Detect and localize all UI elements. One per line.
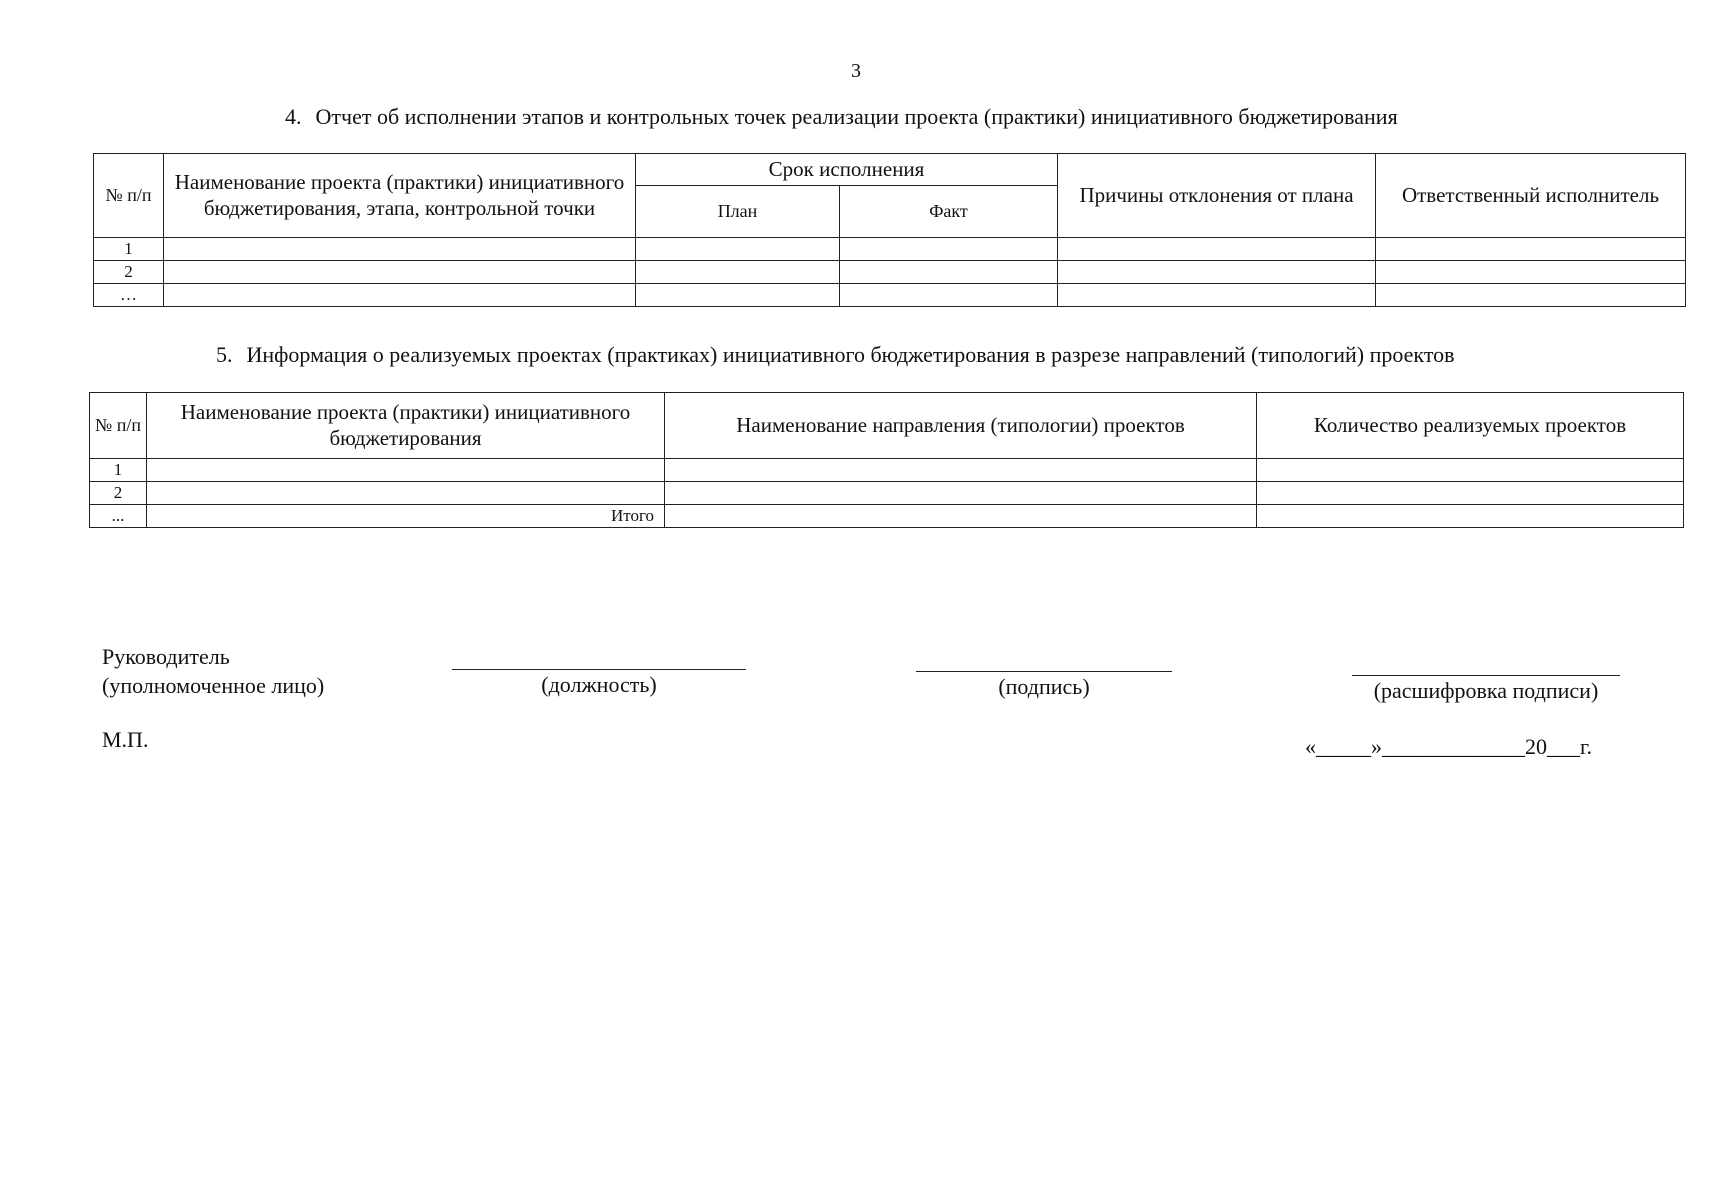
cell-empty — [147, 482, 665, 505]
section-4-number: 4. — [285, 104, 302, 129]
header-direction: Наименование направления (типологии) проектов — [665, 393, 1257, 459]
cell-empty — [1058, 261, 1376, 284]
header-project-name: Наименование проекта (практики) инициативного бюджетирования — [147, 393, 665, 459]
cell-empty — [147, 459, 665, 482]
cell-empty — [636, 284, 840, 307]
head-label — [102, 642, 324, 700]
table-row — [94, 238, 1686, 261]
cell-empty — [665, 505, 1257, 528]
position-caption: (должность) — [541, 672, 657, 697]
header-fact: Факт — [840, 186, 1058, 238]
cell-empty — [1058, 238, 1376, 261]
section-5-title-text: Информация о реализуемых проектах (практиках) инициативного бюджетирования в разрезе направлений (типологий) проектов — [246, 342, 1455, 367]
cell-empty — [665, 482, 1257, 505]
table-row — [90, 459, 1684, 482]
cell-empty — [1376, 238, 1686, 261]
cell-empty — [1257, 505, 1684, 528]
table-row — [94, 261, 1686, 284]
header-count: Количество реализуемых проектов — [1257, 393, 1684, 459]
header-deadline: Срок исполнения — [636, 154, 1058, 186]
row-number: ... — [90, 505, 147, 528]
stages-report-table — [93, 153, 1686, 307]
table-row — [90, 482, 1684, 505]
date-field: «_____»_____________20___г. — [1305, 734, 1593, 759]
cell-empty — [665, 459, 1257, 482]
cell-empty — [636, 238, 840, 261]
section-4-title — [285, 104, 1398, 130]
cell-empty — [1257, 459, 1684, 482]
stamp-place-label: М.П. — [102, 727, 149, 752]
row-number: 1 — [90, 459, 147, 482]
cell-empty — [164, 284, 636, 307]
cell-empty — [164, 261, 636, 284]
row-number: 1 — [94, 238, 164, 261]
head-label-line2: (уполномоченное лицо) — [102, 673, 325, 698]
header-project-name: Наименование проекта (практики) инициативного бюджетирования, этапа, контрольной точки — [164, 154, 636, 238]
cell-empty — [1376, 261, 1686, 284]
row-number: 2 — [90, 482, 147, 505]
decoding-caption: (расшифровка подписи) — [1373, 678, 1599, 703]
position-line — [452, 669, 746, 670]
cell-empty — [1058, 284, 1376, 307]
section-5-title — [216, 342, 1455, 368]
cell-empty — [636, 261, 840, 284]
table-row — [90, 505, 1684, 528]
cell-empty — [164, 238, 636, 261]
cell-empty — [1376, 284, 1686, 307]
total-label: Итого — [147, 505, 665, 528]
row-number: 2 — [94, 261, 164, 284]
header-plan: План — [636, 186, 840, 238]
section-5-number: 5. — [216, 342, 233, 367]
decoding-line — [1352, 675, 1620, 676]
signature-caption: (подпись) — [998, 674, 1090, 699]
cell-empty — [840, 261, 1058, 284]
header-num: № п/п — [94, 154, 164, 238]
cell-empty — [1257, 482, 1684, 505]
page-number: 3 — [851, 60, 861, 82]
typology-info-table — [89, 392, 1684, 528]
cell-empty — [840, 284, 1058, 307]
section-4-title-text: Отчет об исполнении этапов и контрольных точек реализации проекта (практики) инициативного бюджетирования — [315, 104, 1398, 129]
header-num: № п/п — [90, 393, 147, 459]
row-number: … — [94, 284, 164, 307]
signature-line — [916, 671, 1172, 672]
header-reasons: Причины отклонения от плана — [1058, 154, 1376, 238]
head-label-line1: Руководитель — [102, 644, 230, 669]
table-row — [94, 284, 1686, 307]
header-responsible: Ответственный исполнитель — [1376, 154, 1686, 238]
cell-empty — [840, 238, 1058, 261]
